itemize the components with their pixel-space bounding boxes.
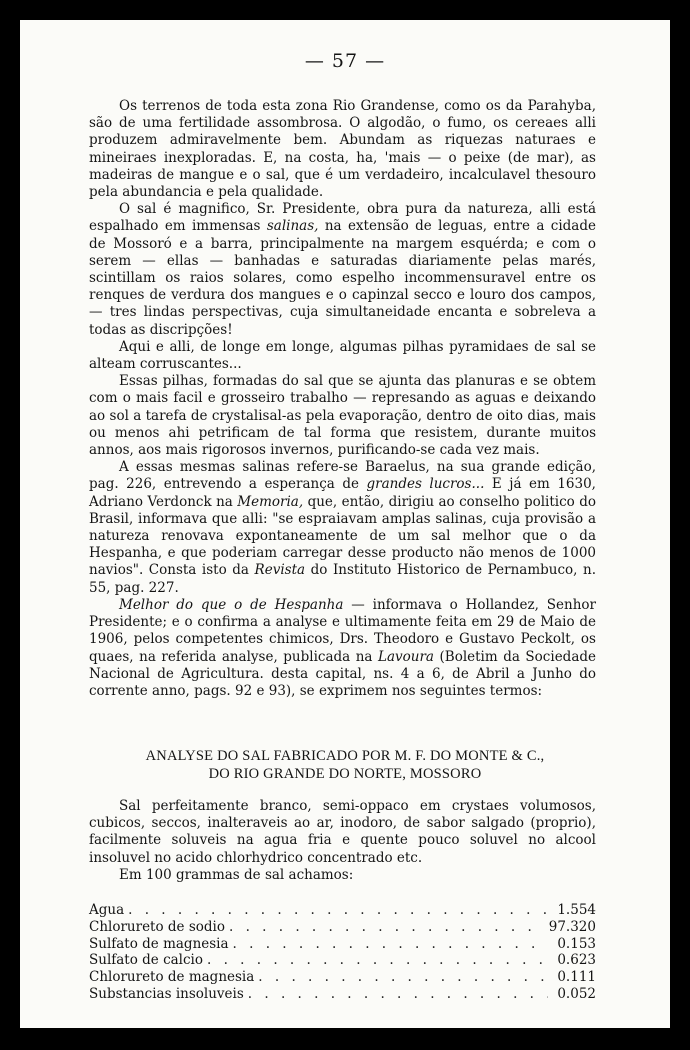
dot-leader [248, 986, 548, 1003]
analysis-intro: Em 100 grammas de sal achamos: [119, 866, 354, 883]
paragraph [89, 339, 596, 373]
paragraph [89, 98, 596, 201]
paragraph [89, 201, 596, 339]
italic-text-run: grandes lucros... [366, 476, 485, 493]
substance-name: Sulfato de calcio [89, 952, 204, 969]
analysis-description: Sal perfeitamente branco, semi-oppaco em crystaes volumosos, cubicos, seccos, inalteraveis ao ar, inodoro, de sabor salgado (proprio), facilmente soluveis na agua fria e quente pouco soluvel no alcool insoluvel no acido chlorhydrico concentrado etc. [89, 798, 596, 866]
composition-row [89, 936, 596, 953]
text-run: O sal é magnifico, Sr. Presidente, obra pura da natureza, alli está espalhado em immensas [89, 201, 596, 235]
paragraph [89, 373, 596, 459]
page-number: — 57 — [304, 50, 386, 72]
text-run: Os terrenos de toda esta zona Rio Grandense, como os da Parahyba, são de uma fertilidade assombrosa. O algodão, o fumo, os cereaes alli produzem admiravelmente bem. Abundam as riquezas naturaes e mineiraes inexploradas. E, na costa, ha, 'mais — o peixe (de mar), as madeiras de mangue e o sal, que é um verdadeiro, incalculavel thesouro pela abundancia e pela qualidade. [89, 98, 596, 201]
dot-leader [128, 902, 548, 919]
analysis-heading [60, 747, 630, 783]
composition-row [89, 919, 596, 936]
italic-text-run: salinas, [266, 218, 319, 235]
analysis-heading-line: ANALYSE DO SAL FABRICADO POR M. F. DO MONTE & C., [145, 748, 545, 764]
dot-leader [229, 919, 545, 936]
text-run: na extensão de leguas, entre a cidade de Mossoró e a barra, principalmente na margem esquérda; e com o serem — ellas — banhadas e saturadas diariamente pelas marés, scintillam os raios solares, como espelho incommensuravel entre os renques de verdura dos mangues e o capinzal secco e louro dos campos, — tres lindas perspectivas, cuja simultaneidade encanta e sobreleva a todas as discripções! [89, 218, 596, 338]
dot-leader [207, 952, 548, 969]
substance-value: 0.111 [557, 969, 596, 986]
text-run: Essas pilhas, formadas do sal que se ajunta das planuras e se obtem com o mais facil e grosseiro trabalho — represando as aguas e deixando ao sol a tarefa de crystalisal-as pela evaporação, dentro de oito dias, mais ou menos ahi petrificam de tal forma que resistem, durante muitos annos, aos mais rigorosos invernos, purificando-se cada vez mais. [89, 373, 596, 459]
substance-value: 0.052 [557, 985, 596, 1002]
dot-leader [258, 969, 548, 986]
document-page [20, 20, 670, 1028]
text-run: (Boletim da Sociedade Nacional de Agricultura. desta capital, ns. 4 a 6, de Abril a Junho do corrente anno, pags. 92 e 93), se exprimem nos seguintes termos: [89, 648, 596, 699]
analysis-heading-line: DO RIO GRANDE DO NORTE, MOSSORO [208, 766, 482, 782]
text-run: E já em 1630, Adriano Verdonck na [89, 476, 596, 510]
text-run: do Instituto Historico de Pernambuco, n. 55, pag. 227. [89, 562, 596, 596]
composition-row [89, 952, 596, 969]
dot-leader [233, 936, 548, 953]
substance-name: Sulfato de magnesia [89, 935, 229, 952]
text-run: Aqui e alli, de longe em longe, algumas pilhas pyramidaes de sal se alteam corruscantes... [89, 338, 596, 373]
composition-row [89, 969, 596, 986]
substance-value: 0.623 [557, 952, 596, 969]
text-run: A essas mesmas salinas refere-se Baraelus, na sua grande edição, pag. 226, entrevendo a esperança de [89, 459, 596, 493]
text-run: — informava o Hollandez, Senhor Presidente; e o confirma a analyse e ultimamente feita em 29 de Maio de 1906, pelos competentes chimicos, Drs. Theodoro e Gustavo Peckolt, os quaes, na referida analyse, publicada na [89, 596, 596, 665]
substance-value: 0.153 [557, 935, 596, 952]
composition-row [89, 902, 596, 919]
text-run: que, então, dirigiu ao conselho politico do Brasil, informava que alli: "se espraiavam amplas salinas, cuja provisão a natureza renovava expontaneamente de um sal melhor que o da Hespanha, e que poderiam carregar desse producto não menos de 1000 navios". Consta isto da [89, 493, 597, 579]
substance-value: 1.554 [557, 902, 596, 918]
italic-text-run: Melhor do que o de Hespanha [119, 596, 344, 613]
composition-table [89, 902, 596, 1003]
paragraph [89, 459, 596, 597]
substance-name: Substancias insoluveis [89, 985, 244, 1002]
body-text [89, 98, 596, 700]
substance-name: Agua [89, 902, 125, 918]
analysis-text [89, 798, 596, 884]
paragraph [89, 597, 596, 700]
composition-row [89, 986, 596, 1003]
italic-text-run: Memoria, [237, 493, 304, 510]
substance-name: Chlorureto de magnesia [89, 969, 255, 986]
italic-text-run: Lavoura [378, 648, 434, 665]
italic-text-run: Revista [254, 562, 306, 579]
substance-value: 97.320 [548, 918, 596, 935]
substance-name: Chlorureto de sodio [89, 918, 225, 935]
